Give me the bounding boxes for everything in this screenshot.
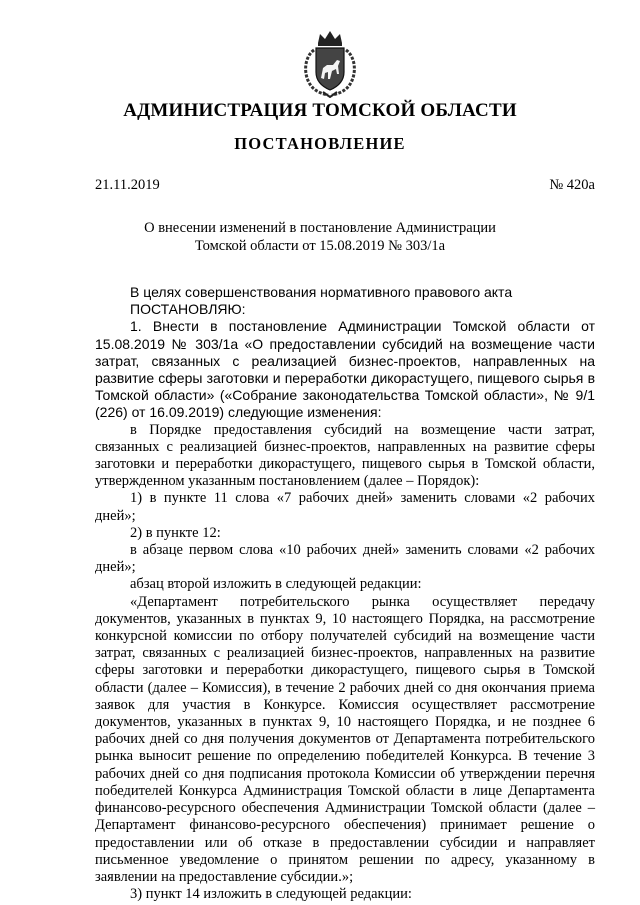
resolution-keyword: ПОСТАНОВЛЯЮ:: [130, 301, 246, 318]
document-body: [95, 284, 595, 903]
coat-of-arms-icon: [297, 28, 363, 98]
preamble-paragraph: В целях совершенствования нормативного правового акта: [130, 284, 513, 300]
body-paragraph: в абзаце первом слова «10 рабочих дней» заменить словами «2 рабочих дней»;: [95, 542, 595, 576]
document-subject: [0, 219, 640, 255]
subject-line: Томской области от 15.08.2019 № 303/1а: [194, 238, 446, 254]
body-paragraph: «Департамент потребительского рынка осуществляет передачу документов, указанных в пунктах 9, 10 настоящего Порядка, на рассмотрение конкурсной комиссии по отбору получателей субсидий на возмещение части затрат, связанных с реализацией бизнес-проектов, направленных на развитие сферы заготовки и переработки дикорастущего, пищевого сырья в Томской области (далее – Комиссия), в течение 2 рабочих дней со дня окончания приема заявок для участия в Конкурсе. Комиссия осуществляет рассмотрение документов, указанных в пунктах 9, 10 настоящего Порядка, и не позднее 6 рабочих дней со дня получения документов от Департамента потребительского рынка выносит решение по определению победителей Конкурса. В течение 3 рабочих дней со дня подписания протокола Комиссии об утверждении перечня победителей Конкурса Администрация Томской области в лице Департамента финансово-ресурсного обеспечения Администрации Томской области (далее – Департамент финансово-ресурсного обеспечения) принимает решение о предоставлении или об отказе в предоставлении субсидии и направляет письменное уведомление о принятом решении по адресу, указанному в заявлении на предоставление субсидии.»;: [95, 593, 595, 885]
body-paragraph: 1) в пункте 11 слова «7 рабочих дней» заменить словами «2 рабочих дней»;: [95, 490, 595, 524]
document-type-title: ПОСТАНОВЛЕНИЕ: [234, 134, 406, 153]
organization-title: АДМИНИСТРАЦИЯ ТОМСКОЙ ОБЛАСТИ: [123, 100, 517, 121]
body-paragraph: 1. Внести в постановление Администрации Томской области от 15.08.2019 № 303/1а «О предоставлении субсидий на возмещение части затрат, связанных с реализацией бизнес-проектов, направленных на развитие сферы заготовки и переработки дикорастущего, пищевого сырья в Томской области» («Собрание законодательства Томской области», № 9/1 (226) от 16.09.2019) следующие изменения:: [95, 318, 595, 421]
body-paragraph: 3) пункт 14 изложить в следующей редакции:: [130, 886, 412, 903]
body-paragraph: 2) в пункте 12:: [130, 524, 221, 541]
body-paragraph: абзац второй изложить в следующей редакции:: [130, 576, 422, 593]
document-number: № 420а: [549, 177, 595, 193]
subject-line: О внесении изменений в постановление Администрации: [144, 220, 496, 236]
body-paragraph: в Порядке предоставления субсидий на возмещение части затрат, связанных с реализацией бизнес-проектов, направленных на развитие сферы заготовки и переработки дикорастущего, пищевого сырья в Томской области, утвержденном указанным постановлением (далее – Порядок):: [95, 421, 595, 490]
document-date: 21.11.2019: [95, 177, 160, 193]
